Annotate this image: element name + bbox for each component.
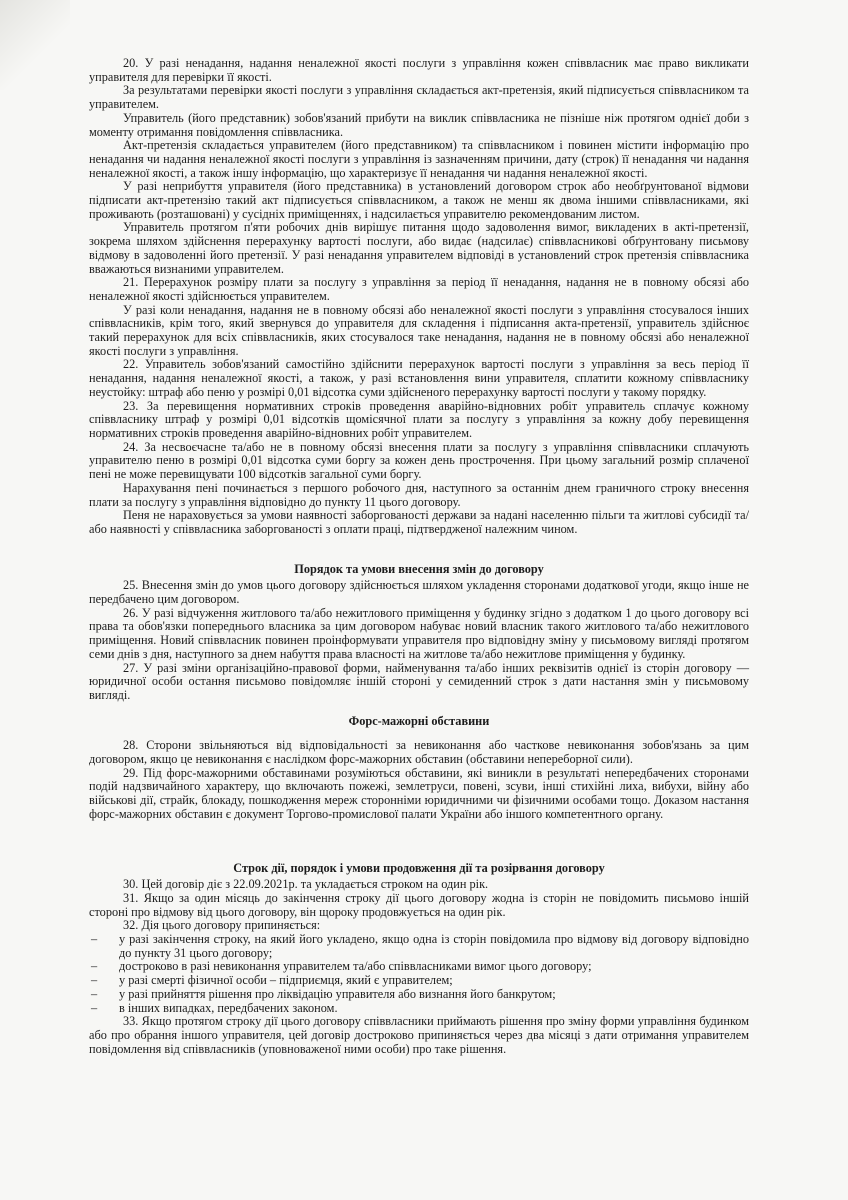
clause-20-arrival: Управитель (його представник) зобов'язаний прибути на виклик співвласника не пізніше ніж протягом однієї доби з моменту отримання повідомлення співвласника. [89, 110, 749, 139]
clause-24-start: Нарахування пені починається з першого робочого дня, наступного за останнім днем граничного строку внесення плати за послугу з управління відповідно до пункту 11 цього договору. [89, 480, 749, 509]
clause-20-resolution: Управитель протягом п'яти робочих днів вирішує питання щодо задоволення вимог, викладених в акті-претензії, зокрема шляхом здійснення перерахунку вартості послуги, або видає (надсилає) співвласникові обґрунтовану письмову відмову в задоволенні його претензії. У разі ненадання управителем відповіді в установлений строк претензія співвласника вважаються визнаними управителем. [89, 220, 749, 276]
termination-list [89, 933, 749, 1015]
clause-21: 21. Перерахунок розміру плати за послугу з управління за період її ненадання, надання не в повному обсязі або неналежної якості здійснюється управителем. [89, 275, 749, 303]
list-item: – у разі смерті фізичної особи – підприємця, який є управителем; [89, 974, 749, 988]
clause-28: 28. Сторони звільняються від відповідальності за невиконання або часткове невиконання зобов'язань за цим договором, якщо це невиконання є наслідком форс-мажорних обставин (обставини непереборної сили). [89, 738, 749, 767]
page-corner-fold [0, 0, 70, 90]
list-item: – в інших випадках, передбачених законом. [89, 1002, 749, 1016]
section-heading-amendments: Порядок та умови внесення змін до договору [294, 561, 544, 576]
clause-27: 27. У разі зміни організаційно-правової форми, найменування та/або інших реквізитів однієї із сторін договору — юридичної особи остання письмово повідомляє іншій стороні у семиденний строк з дати настання змін у письмовому вигляді. [89, 660, 749, 702]
clause-33: 33. Якщо протягом строку дії цього договору співвласники приймають рішення про зміну форми управління будинком або про обрання іншого управителя, цей договір достроково припиняється через два місяці з дати отримання управителем повідомлення від співвласників (уповноваженої ними особи) про таке рішення. [89, 1014, 749, 1056]
list-item: – достроково в разі невиконання управителем та/або співвласниками вимог цього договору; [89, 960, 749, 974]
spacer [89, 537, 749, 551]
clause-20: 20. У разі ненадання, надання неналежної якості послуги з управління кожен співвласник має право викликати управителя для перевірки її якості. [89, 56, 749, 84]
clause-23: 23. За перевищення нормативних строків проведення аварійно-відновних робіт управитель сплачує кожному співвласнику штраф у розмірі 0,01 відсотків щомісячної плати за послугу з управління за кожну добу перевищення нормативних строків проведення аварійно-відновних робіт управителем. [89, 398, 749, 440]
clause-20-act-content: Акт-претензія складається управителем (його представником) та співвласником і повинен містити інформацію про ненадання чи надання неналежної якості послуги з управління із зазначенням причини, дату (строк) її ненадання чи надання неналежної якості, а також іншу інформацію, що характеризує її ненадання чи надання неналежної якості. [89, 138, 749, 180]
clause-32: 32. Дія цього договору припиняється: [123, 918, 321, 933]
clause-24: 24. За несвоєчасне та/або не в повному обсязі внесення плати за послугу з управління співвласники сплачують управителю пеню в розмірі 0,01 відсотка суми боргу за кожен день прострочення. При цьому загальний розмір сплаченої пені не може перевищувати 100 відсотків загальної суми боргу. [89, 439, 749, 482]
clause-20-no-arrival: У разі неприбуття управителя (його представника) в установлений договором строк або необґрунтованої відмови підписати акт-претензію такий акт підписується співвласником, а також не менш як двома іншими співвласниками, які проживають (розташовані) у сусідніх приміщеннях, і надсилається управителю рекомендованим листом. [89, 179, 749, 221]
clause-29: 29. Під форс-мажорними обставинами розуміються обставини, які виникли в результаті непередбачених сторонами подій надзвичайного характеру, що включають пожежі, землетруси, повені, зсуви, інші стихійні лиха, вибухи, війну або військові дії, страйк, блокаду, пошкодження мереж сторонніми юридичними чи фізичними особами тощо. Доказом настання форс-мажорних обставин є документ Торгово-промислової палати України або іншого компетентного органу. [89, 765, 749, 821]
clause-20-act: За результатами перевірки якості послуги з управління складається акт-претензія, який підписується співвласником та управителем. [89, 83, 749, 112]
list-item: – у разі прийняття рішення про ліквідацію управителя або визнання його банкрутом; [89, 988, 749, 1002]
clause-26: 26. У разі відчуження житлового та/або нежитлового приміщення у будинку згідно з додатком 1 до цього договору всі права та обов'язки попереднього власника за цим договором набуває новий власник такого житлового та/або нежитлового приміщення. Новий співвласник повинен проінформувати управителя про відповідну зміну у письмовому вигляді протягом семи днів з дня, наступного за днем набуття права власності на житлове та/або нежитлове приміщення у будинку. [89, 605, 749, 661]
section-heading-term: Строк дії, порядок і умови продовження дії та розірвання договору [233, 860, 605, 875]
clause-31: 31. Якщо за один місяць до закінчення строку дії цього договору жодна із сторін не повідомить письмово іншій стороні про відмову від цього договору, він щороку продовжується на один рік. [89, 890, 749, 919]
section-heading-force-majeure: Форс-мажорні обставини [348, 713, 490, 728]
clause-25: 25. Внесення змін до умов цього договору здійснюється шляхом укладення сторонами додаткової угоди, якщо інше не передбачено цим договором. [89, 578, 749, 607]
clause-21-others: У разі коли ненадання, надання не в повному обсязі або неналежної якості послуги з управління стосувалося інших співвласників, крім того, який звернувся до управителя для складення і підписання акта-претензії, управитель здійснює такий перерахунок для всіх співвласників, яких стосувалося таке ненадання, надання не в повному обсязі або неналежної якості послуги з управління. [89, 302, 749, 358]
clause-24-exception: Пеня не нараховується за умови наявності заборгованості держави за надані населенню пільги та житлові субсидії та/або наявності у співвласника заборгованості з оплати праці, підтвердженої належним чином. [89, 508, 749, 536]
list-item: – у разі закінчення строку, на який його укладено, якщо одна із сторін повідомила про відмову від договору відповідно до пункту 31 цього договору; [89, 933, 749, 960]
document-body [89, 57, 749, 1056]
clause-30: 30. Цей договір діє з 22.09.2021р. та укладається строком на один рік. [123, 877, 489, 892]
clause-22: 22. Управитель зобов'язаний самостійно здійснити перерахунок вартості послуги з управління за весь період її ненадання, надання неналежної якості, а також, у разі встановлення вини управителя, сплатити кожному співвласнику неустойку: штраф або пеню у розмірі 0,01 відсотка суми здійсненого перерахунку вартості послуги у такому порядку. [89, 357, 749, 399]
